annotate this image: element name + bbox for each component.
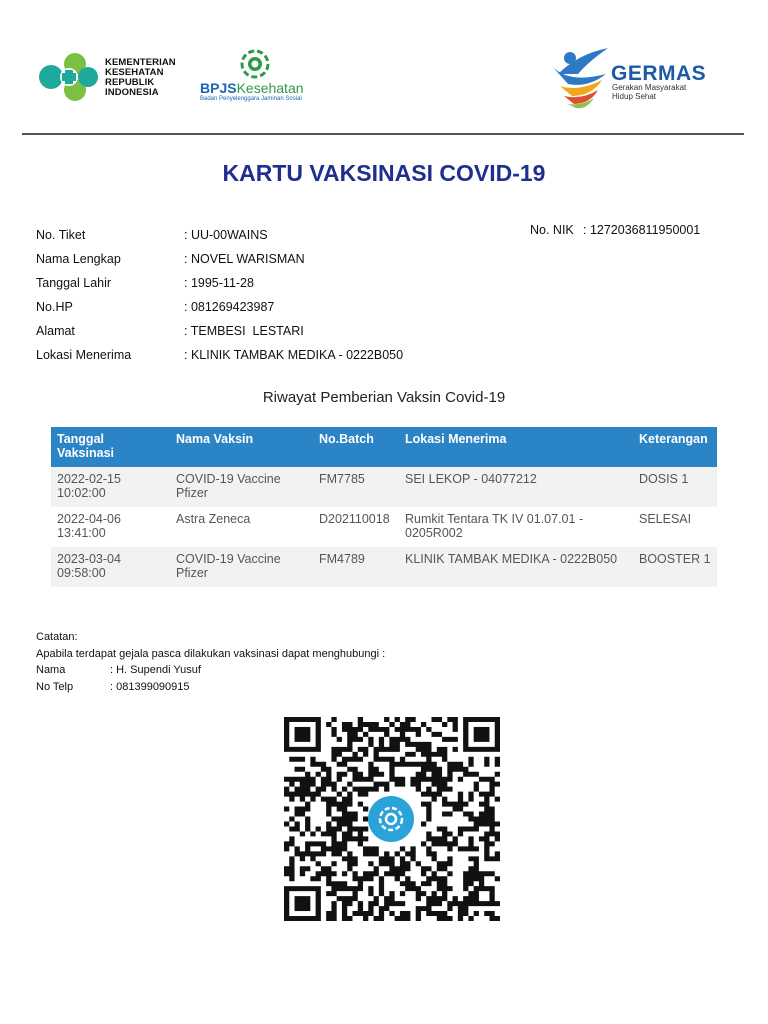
- column-header-location: Lokasi Menerima: [399, 427, 633, 467]
- history-title: Riwayat Pemberian Vaksin Covid-19: [262, 389, 506, 406]
- germas-subtitle: Gerakan Masyarakat Hidup Sehat: [612, 83, 687, 101]
- cell-batch: D202110018: [313, 507, 399, 547]
- table-row: [51, 547, 717, 587]
- kemenkes-wordmark: KEMENTERIAN KESEHATAN REPUBLIK INDONESIA: [105, 57, 176, 98]
- table-header-row: [51, 427, 717, 467]
- qr-center-logo-icon: [368, 796, 414, 842]
- name-value: : NOVEL WARISMAN: [184, 252, 305, 266]
- germas-logo: [548, 44, 612, 110]
- cell-date: 2022-02-15 10:02:00: [51, 467, 170, 507]
- info-row-location: [36, 343, 403, 367]
- ticket-value: : UU-00WAINS: [184, 228, 268, 242]
- column-header-date: Tanggal Vaksinasi: [51, 427, 170, 467]
- cell-date: 2023-03-04 09:58:00: [51, 547, 170, 587]
- cell-batch: FM4789: [313, 547, 399, 587]
- address-value: : TEMBESI LESTARI: [184, 324, 304, 338]
- personal-info: [36, 223, 403, 367]
- bpjs-logo: [238, 49, 272, 79]
- contact-name-row: [36, 662, 385, 679]
- pedulilindungi-icon: [376, 804, 406, 834]
- notes-section: [36, 629, 385, 695]
- cell-date: 2022-04-06 13:41:00: [51, 507, 170, 547]
- info-row-ticket: [36, 223, 403, 247]
- cell-note: BOOSTER 1: [633, 547, 717, 587]
- info-row-dob: [36, 271, 403, 295]
- document-header: [0, 0, 768, 134]
- phone-label: No.HP: [36, 300, 73, 314]
- column-header-note: Keterangan: [633, 427, 717, 467]
- dob-label: Tanggal Lahir: [36, 276, 112, 290]
- contact-phone-row: [36, 679, 385, 696]
- nik-label: No. NIK: [530, 223, 574, 237]
- cell-note: SELESAI: [633, 507, 717, 547]
- germas-wordmark: GERMAS: [611, 62, 707, 85]
- bpjs-wordmark: BPJSKesehatan: [200, 80, 304, 96]
- ticket-label: No. Tiket: [36, 228, 86, 242]
- table-row: [51, 467, 717, 507]
- info-row-name: [36, 247, 403, 271]
- nik-field: [530, 223, 700, 237]
- bpjs-subtitle: Badan Penyelenggara Jaminan Sosial: [200, 96, 302, 102]
- cell-location: SEI LEKOP - 04077212: [399, 467, 633, 507]
- cell-vaccine: Astra Zeneca: [170, 507, 313, 547]
- notes-text: Apabila terdapat gejala pasca dilakukan vaksinasi dapat menghubungi :: [36, 647, 386, 660]
- address-label: Alamat: [36, 324, 75, 338]
- cell-batch: FM7785: [313, 467, 399, 507]
- contact-phone-label: No Telp: [36, 680, 74, 693]
- card-title: KARTU VAKSINASI COVID-19: [222, 160, 546, 186]
- name-label: Nama Lengkap: [36, 252, 121, 266]
- phone-value: : 081269423987: [184, 300, 275, 314]
- table-row: [51, 507, 717, 547]
- header-divider: [22, 133, 744, 135]
- cell-note: DOSIS 1: [633, 467, 717, 507]
- cell-vaccine: COVID-19 Vaccine Pfizer: [170, 467, 313, 507]
- cell-vaccine: COVID-19 Vaccine Pfizer: [170, 547, 313, 587]
- vaccination-history-table: [51, 427, 717, 587]
- column-header-batch: No.Batch: [313, 427, 399, 467]
- contact-name-label: Nama: [36, 664, 66, 676]
- contact-phone-value: : 081399090915: [110, 680, 190, 693]
- notes-heading: Catatan:: [36, 631, 78, 643]
- info-row-address: [36, 319, 403, 343]
- info-row-phone: [36, 295, 403, 319]
- dob-value: : 1995-11-28: [184, 276, 254, 290]
- cell-location: Rumkit Tentara TK IV 01.07.01 - 0205R002: [399, 507, 633, 547]
- kemenkes-logo: [38, 52, 100, 102]
- cell-location: KLINIK TAMBAK MEDIKA - 0222B050: [399, 547, 633, 587]
- contact-name-value: : H. Supendi Yusuf: [110, 664, 201, 676]
- location-value: : KLINIK TAMBAK MEDIKA - 0222B050: [184, 348, 404, 362]
- column-header-vaccine: Nama Vaksin: [170, 427, 313, 467]
- location-label: Lokasi Menerima: [36, 348, 132, 362]
- nik-value: : 1272036811950001: [583, 223, 701, 237]
